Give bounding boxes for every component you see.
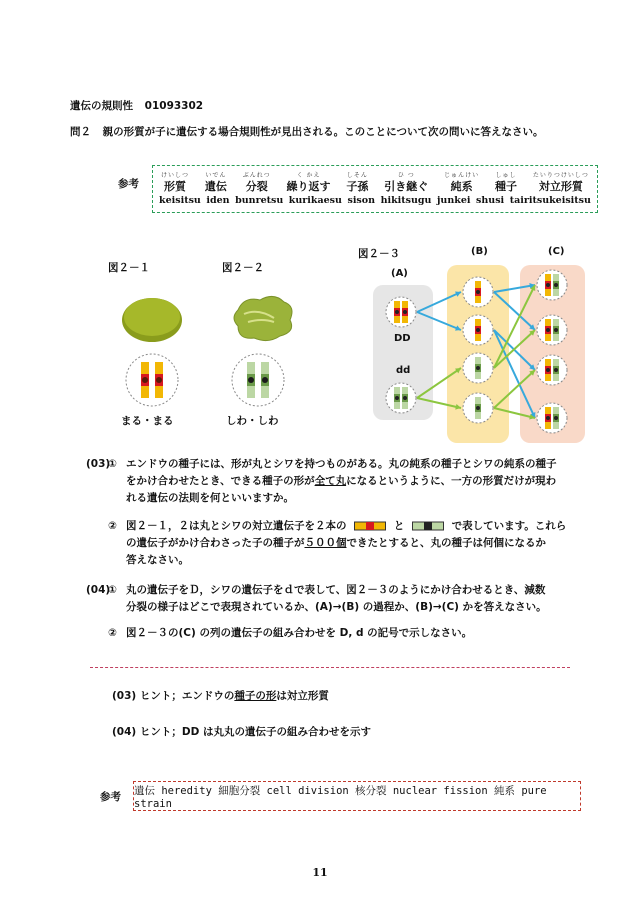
reference-box bbox=[152, 165, 598, 213]
centromere bbox=[546, 283, 550, 287]
q04-item1 bbox=[126, 582, 571, 616]
term-kanji: 繰り返す bbox=[286, 180, 331, 193]
centromere bbox=[554, 416, 558, 420]
round-pea bbox=[124, 298, 180, 336]
wrinkled-pea bbox=[234, 296, 292, 340]
term-romaji: shusi bbox=[476, 195, 505, 206]
fig1-label: 図２－１ bbox=[108, 262, 150, 274]
q03-item2-line2 bbox=[126, 535, 571, 552]
term-romaji: bunretsu bbox=[235, 195, 284, 206]
cell-membrane bbox=[537, 315, 567, 345]
term-kanji: 純系 bbox=[450, 180, 473, 193]
term-romaji: kurikaesu bbox=[288, 195, 342, 206]
term-ruby: しそん bbox=[346, 172, 368, 179]
centromere bbox=[546, 368, 550, 372]
hint-04: (04) ヒント；DD は丸丸の遺伝子の組み合わせを示す bbox=[112, 726, 371, 738]
term-romaji: keisitsu bbox=[159, 195, 201, 206]
term-item bbox=[161, 170, 189, 194]
text-span: 図２－１，２は丸とシワの対立遺伝子を２本の bbox=[126, 520, 347, 532]
centromere bbox=[395, 396, 399, 400]
term-item bbox=[533, 170, 589, 194]
cell bbox=[537, 315, 567, 345]
centromere bbox=[262, 377, 268, 383]
cell bbox=[463, 353, 493, 383]
underlined-text: 全て丸 bbox=[314, 475, 347, 487]
text-span: (03) ヒント；エンドウの bbox=[112, 690, 235, 702]
centromere bbox=[554, 283, 558, 287]
q04-number: (04) bbox=[86, 584, 111, 596]
text-span: と bbox=[393, 520, 405, 532]
term-ruby: いでん bbox=[205, 172, 227, 179]
text-span: は対立形質 bbox=[276, 690, 329, 702]
q03-number: (03) bbox=[86, 458, 111, 470]
reference2-text: 遺伝 heredity 細胞分裂 cell division 核分裂 nuclear fission 純系 pure strain bbox=[134, 784, 547, 810]
q03-item2-number: ② bbox=[108, 520, 117, 532]
page-title bbox=[70, 98, 203, 113]
cell bbox=[537, 270, 567, 300]
q03-item1-number: ① bbox=[108, 458, 117, 470]
q03-item1-line3: れる遺伝の法則を何といいますか。 bbox=[126, 492, 294, 504]
q03-item2 bbox=[126, 518, 571, 569]
term-romaji: tairitsukeisitsu bbox=[509, 195, 591, 206]
reference2-label: 参考 bbox=[100, 791, 121, 803]
term-ruby: じゅんけい bbox=[444, 172, 480, 179]
question-intro bbox=[70, 124, 543, 139]
cell-membrane bbox=[386, 297, 416, 327]
cell bbox=[463, 315, 493, 345]
romaji-row bbox=[159, 195, 591, 206]
term-ruby: く かえ bbox=[296, 172, 321, 179]
centromere bbox=[546, 328, 550, 332]
term-item bbox=[444, 170, 479, 194]
term-romaji: sison bbox=[347, 195, 376, 206]
cell-membrane bbox=[537, 355, 567, 385]
term-kanji: 子孫 bbox=[346, 180, 369, 193]
term-item bbox=[287, 170, 331, 194]
centromere bbox=[142, 377, 148, 383]
term-item bbox=[205, 170, 227, 194]
cell bbox=[537, 403, 567, 433]
centromere bbox=[554, 368, 558, 372]
fig2-caption: しわ・しわ bbox=[226, 415, 279, 427]
allele-round-icon bbox=[354, 521, 386, 531]
divider bbox=[90, 667, 570, 668]
q03-item2-line3: 答えなさい。 bbox=[126, 554, 189, 566]
q03-item1-line2 bbox=[126, 473, 566, 490]
dd-upper-label: DD bbox=[394, 333, 411, 344]
term-kanji: 種子 bbox=[495, 180, 518, 193]
text-span: になるというように、一方の形質だけが現わ bbox=[346, 475, 557, 487]
centromere bbox=[403, 396, 407, 400]
term-item bbox=[384, 170, 428, 194]
term-kanji: 遺伝 bbox=[204, 180, 227, 193]
centromere bbox=[476, 366, 480, 370]
reference2-box bbox=[133, 781, 581, 811]
dd-lower-label: dd bbox=[396, 365, 411, 376]
page-number: 11 bbox=[312, 866, 328, 879]
cell bbox=[386, 383, 416, 413]
term-item bbox=[495, 170, 517, 194]
cell-membrane bbox=[537, 270, 567, 300]
cell-wrinkled bbox=[232, 354, 284, 406]
fig3-label: 図２－３ bbox=[358, 248, 400, 260]
cell-membrane bbox=[386, 383, 416, 413]
centromere bbox=[248, 377, 254, 383]
term-ruby: ぶんれつ bbox=[242, 172, 271, 179]
term-kanji: 対立形質 bbox=[538, 180, 583, 193]
term-kanji: 分裂 bbox=[245, 180, 268, 193]
hint-03 bbox=[112, 688, 329, 705]
cell bbox=[463, 393, 493, 423]
text-span: をかけ合わせたとき、できる種子の形が bbox=[126, 475, 315, 487]
text-span: で表しています。これら bbox=[451, 520, 567, 532]
fig1-caption: まる・まる bbox=[121, 415, 174, 427]
centromere bbox=[476, 290, 480, 294]
centromere bbox=[395, 310, 399, 314]
term-kanji: 引き継ぐ bbox=[384, 180, 429, 193]
underlined-text: ５００個 bbox=[304, 537, 347, 549]
cell-round bbox=[126, 354, 178, 406]
q03-item1-line1: エンドウの種子には、形が丸とシワを持つものがある。丸の純系の種子とシワの純系の種子 bbox=[126, 458, 557, 470]
cell bbox=[386, 297, 416, 327]
centromere bbox=[546, 416, 550, 420]
term-item bbox=[243, 170, 271, 194]
centromere bbox=[476, 406, 480, 410]
centromere bbox=[403, 310, 407, 314]
column-c-label: (C) bbox=[548, 246, 565, 257]
underlined-text: 種子の形 bbox=[234, 690, 277, 702]
question-text: 親の形質が子に遺伝する場合規則性が見出される。このことについて次の問いに答えなさい。 bbox=[102, 126, 544, 138]
cell-membrane bbox=[537, 403, 567, 433]
column-b-label: (B) bbox=[471, 246, 488, 257]
column-a-label: (A) bbox=[391, 268, 408, 279]
q04-item1-number: ① bbox=[108, 584, 117, 596]
question-label: 問２ bbox=[70, 126, 91, 138]
reference-label: 参考 bbox=[118, 178, 139, 190]
term-ruby: けいしつ bbox=[161, 172, 190, 179]
q03-item2-line1 bbox=[126, 518, 571, 535]
q03-item1 bbox=[126, 456, 566, 507]
term-item bbox=[346, 170, 368, 194]
allele-wrinkled-icon bbox=[412, 521, 444, 531]
term-ruby: しゅし bbox=[495, 172, 517, 179]
term-kanji: 形質 bbox=[164, 180, 186, 193]
centromere bbox=[156, 377, 162, 383]
cell bbox=[463, 277, 493, 307]
terms-row bbox=[161, 170, 589, 194]
centromere bbox=[476, 328, 480, 332]
text-span: できたとすると、丸の種子は何個になるか bbox=[346, 537, 546, 549]
term-romaji: iden bbox=[206, 195, 230, 206]
cell bbox=[537, 355, 567, 385]
q04-item1-line2: 分裂の様子はどこで表現されているか、(A)→(B) の過程か、(B)→(C) かを答えなさい。 bbox=[126, 601, 547, 613]
q04-item1-line1: 丸の遺伝子をＤ，シワの遺伝子をｄで表して、図２－３のようにかけ合わせるとき、減数 bbox=[126, 584, 546, 596]
term-ruby: たいりつけいしつ bbox=[532, 172, 589, 179]
text-span: の遺伝子がかけ合わさった子の種子が bbox=[126, 537, 305, 549]
term-ruby: ひ つ bbox=[397, 172, 415, 179]
fig2-label: 図２－２ bbox=[222, 262, 264, 274]
term-romaji: hikitsugu bbox=[380, 195, 432, 206]
term-romaji: junkei bbox=[437, 195, 471, 206]
title-text: 遺伝の規則性 bbox=[70, 100, 133, 112]
q04-item2-number: ② bbox=[108, 627, 117, 639]
q04-item2-line1: 図２－３の(C) の列の遺伝子の組み合わせを D, d の記号で示しなさい。 bbox=[126, 627, 473, 639]
centromere bbox=[554, 328, 558, 332]
title-code: 01093302 bbox=[144, 100, 204, 112]
